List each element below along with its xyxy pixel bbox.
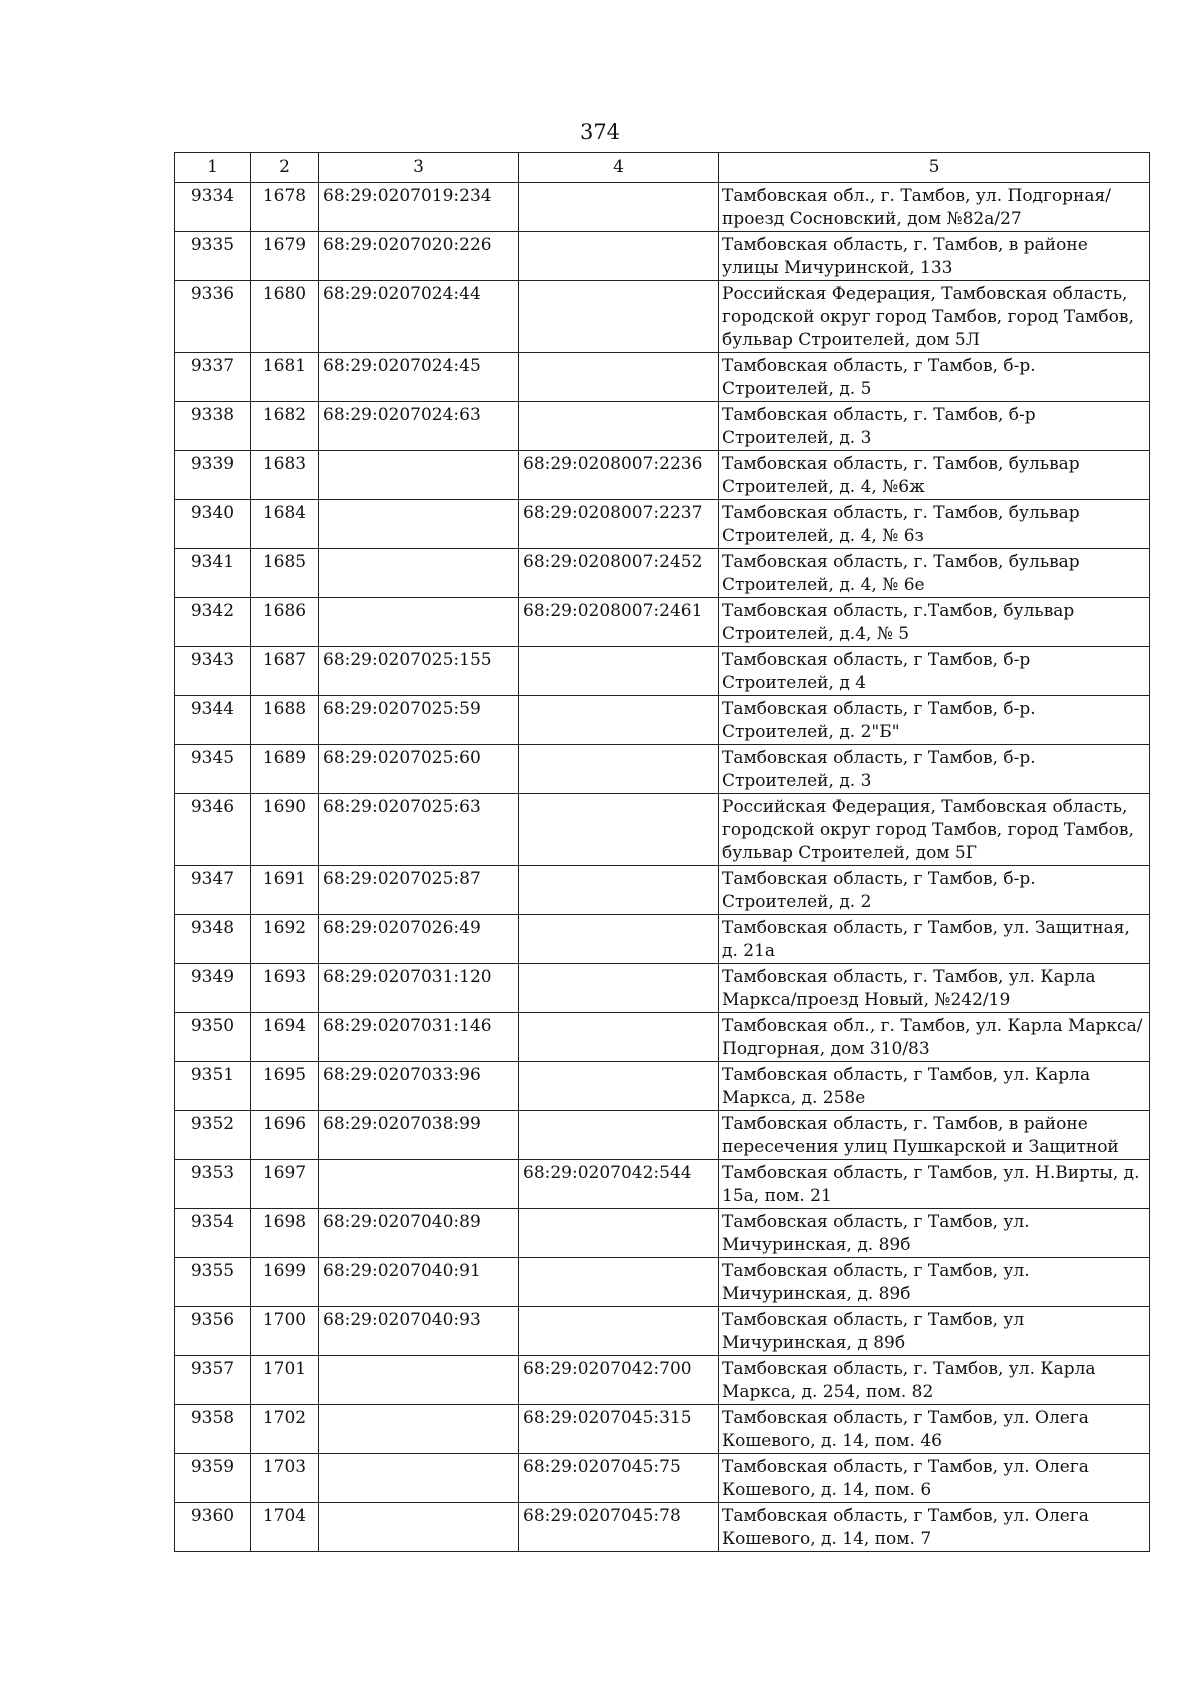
- address-cell: Тамбовская область, г Тамбов, ул. Олега Кошевого, д. 14, пом. 6: [719, 1454, 1150, 1503]
- table-row: [175, 353, 1150, 402]
- address-cell: Тамбовская область, г Тамбов, ул. Мичуринская, д. 89б: [719, 1209, 1150, 1258]
- item-number-cell: 1692: [251, 915, 319, 964]
- table-row: [175, 794, 1150, 866]
- table-row: [175, 500, 1150, 549]
- address-cell: Тамбовская область, г Тамбов, б-р. Строителей, д. 2"Б": [719, 696, 1150, 745]
- row-number-cell: 9356: [175, 1307, 251, 1356]
- row-number-cell: 9336: [175, 281, 251, 353]
- item-number-cell: 1681: [251, 353, 319, 402]
- table-row: [175, 1454, 1150, 1503]
- row-number-cell: 9358: [175, 1405, 251, 1454]
- cadastral-number-land-cell: 68:29:0207033:96: [319, 1062, 519, 1111]
- row-number-cell: 9341: [175, 549, 251, 598]
- item-number-cell: 1688: [251, 696, 319, 745]
- address-cell: Тамбовская область, г Тамбов, б-р. Строителей, д. 2: [719, 866, 1150, 915]
- table-body: [175, 183, 1150, 1552]
- address-cell: Тамбовская область, г Тамбов, ул. Мичуринская, д. 89б: [719, 1258, 1150, 1307]
- table-row: [175, 1209, 1150, 1258]
- item-number-cell: 1694: [251, 1013, 319, 1062]
- address-cell: Тамбовская область, г. Тамбов, бульвар Строителей, д. 4, № 6з: [719, 500, 1150, 549]
- cadastral-number-building-cell: 68:29:0207045:78: [519, 1503, 719, 1552]
- item-number-cell: 1695: [251, 1062, 319, 1111]
- cadastral-number-land-cell: 68:29:0207040:89: [319, 1209, 519, 1258]
- cadastral-number-land-cell: 68:29:0207024:63: [319, 402, 519, 451]
- address-cell: Тамбовская область, г Тамбов, ул. Защитная, д. 21а: [719, 915, 1150, 964]
- cadastral-number-building-cell: [519, 1209, 719, 1258]
- cadastral-number-land-cell: [319, 451, 519, 500]
- cadastral-number-building-cell: [519, 402, 719, 451]
- table-row: [175, 1405, 1150, 1454]
- table-row: [175, 696, 1150, 745]
- table-row: [175, 402, 1150, 451]
- row-number-cell: 9354: [175, 1209, 251, 1258]
- address-cell: Тамбовская область, г. Тамбов, в районе улицы Мичуринской, 133: [719, 232, 1150, 281]
- cadastral-number-building-cell: 68:29:0208007:2236: [519, 451, 719, 500]
- cadastral-number-land-cell: [319, 1160, 519, 1209]
- address-cell: Тамбовская обл., г. Тамбов, ул. Подгорная/проезд Сосновский, дом №82а/27: [719, 183, 1150, 232]
- address-cell: Тамбовская область, г Тамбов, б-р Строителей, д 4: [719, 647, 1150, 696]
- item-number-cell: 1699: [251, 1258, 319, 1307]
- address-cell: Тамбовская область, г. Тамбов, бульвар Строителей, д. 4, №6ж: [719, 451, 1150, 500]
- cadastral-number-land-cell: [319, 1356, 519, 1405]
- cadastral-number-land-cell: 68:29:0207020:226: [319, 232, 519, 281]
- cadastral-number-building-cell: [519, 794, 719, 866]
- table-row: [175, 1111, 1150, 1160]
- column-header-2: 2: [251, 153, 319, 183]
- cadastral-number-building-cell: [519, 1307, 719, 1356]
- address-cell: Тамбовская область, г Тамбов, б-р. Строителей, д. 3: [719, 745, 1150, 794]
- cadastral-number-building-cell: [519, 745, 719, 794]
- cadastral-number-land-cell: 68:29:0207026:49: [319, 915, 519, 964]
- item-number-cell: 1703: [251, 1454, 319, 1503]
- item-number-cell: 1693: [251, 964, 319, 1013]
- item-number-cell: 1704: [251, 1503, 319, 1552]
- row-number-cell: 9335: [175, 232, 251, 281]
- item-number-cell: 1680: [251, 281, 319, 353]
- cadastral-number-building-cell: [519, 915, 719, 964]
- item-number-cell: 1697: [251, 1160, 319, 1209]
- item-number-cell: 1696: [251, 1111, 319, 1160]
- column-header-3: 3: [319, 153, 519, 183]
- cadastral-number-land-cell: 68:29:0207031:146: [319, 1013, 519, 1062]
- row-number-cell: 9350: [175, 1013, 251, 1062]
- row-number-cell: 9357: [175, 1356, 251, 1405]
- item-number-cell: 1702: [251, 1405, 319, 1454]
- cadastral-number-land-cell: [319, 549, 519, 598]
- row-number-cell: 9334: [175, 183, 251, 232]
- cadastral-number-building-cell: [519, 232, 719, 281]
- address-cell: Тамбовская обл., г. Тамбов, ул. Карла Маркса/ Подгорная, дом 310/83: [719, 1013, 1150, 1062]
- table-row: [175, 232, 1150, 281]
- cadastral-number-building-cell: 68:29:0208007:2461: [519, 598, 719, 647]
- column-header-1: 1: [175, 153, 251, 183]
- row-number-cell: 9349: [175, 964, 251, 1013]
- cadastral-number-land-cell: 68:29:0207025:59: [319, 696, 519, 745]
- item-number-cell: 1698: [251, 1209, 319, 1258]
- cadastral-number-land-cell: [319, 1454, 519, 1503]
- address-cell: Тамбовская область, г. Тамбов, в районе пересечения улиц Пушкарской и Защитной: [719, 1111, 1150, 1160]
- cadastral-number-land-cell: 68:29:0207024:45: [319, 353, 519, 402]
- table-row: [175, 451, 1150, 500]
- column-header-4: 4: [519, 153, 719, 183]
- cadastral-number-building-cell: 68:29:0207045:315: [519, 1405, 719, 1454]
- item-number-cell: 1684: [251, 500, 319, 549]
- address-cell: Тамбовская область, г. Тамбов, бульвар Строителей, д. 4, № 6е: [719, 549, 1150, 598]
- item-number-cell: 1700: [251, 1307, 319, 1356]
- cadastral-number-building-cell: [519, 281, 719, 353]
- row-number-cell: 9340: [175, 500, 251, 549]
- table-row: [175, 549, 1150, 598]
- row-number-cell: 9353: [175, 1160, 251, 1209]
- cadastral-number-building-cell: [519, 866, 719, 915]
- cadastral-number-building-cell: 68:29:0207042:544: [519, 1160, 719, 1209]
- column-header-5: 5: [719, 153, 1150, 183]
- cadastral-number-land-cell: [319, 1503, 519, 1552]
- cadastral-number-land-cell: 68:29:0207025:63: [319, 794, 519, 866]
- cadastral-number-building-cell: [519, 353, 719, 402]
- address-cell: Тамбовская область, г Тамбов, ул Мичуринская, д 89б: [719, 1307, 1150, 1356]
- cadastral-number-land-cell: 68:29:0207031:120: [319, 964, 519, 1013]
- item-number-cell: 1687: [251, 647, 319, 696]
- address-cell: Тамбовская область, г Тамбов, ул. Олега Кошевого, д. 14, пом. 46: [719, 1405, 1150, 1454]
- registry-table: [174, 152, 1150, 1552]
- table-row: [175, 1258, 1150, 1307]
- cadastral-number-building-cell: [519, 1013, 719, 1062]
- cadastral-number-building-cell: [519, 964, 719, 1013]
- page-number: 374: [579, 120, 621, 144]
- row-number-cell: 9345: [175, 745, 251, 794]
- table-row: [175, 647, 1150, 696]
- item-number-cell: 1683: [251, 451, 319, 500]
- cadastral-number-land-cell: 68:29:0207040:93: [319, 1307, 519, 1356]
- row-number-cell: 9352: [175, 1111, 251, 1160]
- cadastral-number-land-cell: 68:29:0207025:155: [319, 647, 519, 696]
- row-number-cell: 9344: [175, 696, 251, 745]
- cadastral-number-land-cell: 68:29:0207024:44: [319, 281, 519, 353]
- cadastral-number-building-cell: 68:29:0208007:2237: [519, 500, 719, 549]
- cadastral-number-building-cell: [519, 1258, 719, 1307]
- row-number-cell: 9348: [175, 915, 251, 964]
- address-cell: Российская Федерация, Тамбовская область, городской округ город Тамбов, город Тамбов, бульвар Строителей, дом 5Л: [719, 281, 1150, 353]
- item-number-cell: 1685: [251, 549, 319, 598]
- address-cell: Тамбовская область, г.Тамбов, бульвар Строителей, д.4, № 5: [719, 598, 1150, 647]
- address-cell: Тамбовская область, г Тамбов, ул. Карла Маркса, д. 258е: [719, 1062, 1150, 1111]
- table-row: [175, 1503, 1150, 1552]
- item-number-cell: 1690: [251, 794, 319, 866]
- cadastral-number-building-cell: [519, 1111, 719, 1160]
- item-number-cell: 1679: [251, 232, 319, 281]
- table-row: [175, 1160, 1150, 1209]
- item-number-cell: 1691: [251, 866, 319, 915]
- row-number-cell: 9347: [175, 866, 251, 915]
- cadastral-number-land-cell: 68:29:0207019:234: [319, 183, 519, 232]
- item-number-cell: 1701: [251, 1356, 319, 1405]
- address-cell: Тамбовская область, г. Тамбов, б-р Строителей, д. 3: [719, 402, 1150, 451]
- cadastral-number-land-cell: 68:29:0207025:87: [319, 866, 519, 915]
- row-number-cell: 9343: [175, 647, 251, 696]
- cadastral-number-land-cell: 68:29:0207038:99: [319, 1111, 519, 1160]
- table-row: [175, 1307, 1150, 1356]
- table-row: [175, 281, 1150, 353]
- cadastral-number-land-cell: 68:29:0207040:91: [319, 1258, 519, 1307]
- cadastral-number-land-cell: 68:29:0207025:60: [319, 745, 519, 794]
- row-number-cell: 9339: [175, 451, 251, 500]
- cadastral-number-land-cell: [319, 1405, 519, 1454]
- address-cell: Тамбовская область, г. Тамбов, ул. Карла Маркса, д. 254, пом. 82: [719, 1356, 1150, 1405]
- cadastral-number-building-cell: [519, 696, 719, 745]
- table-row: [175, 1062, 1150, 1111]
- address-cell: Тамбовская область, г Тамбов, ул. Олега Кошевого, д. 14, пом. 7: [719, 1503, 1150, 1552]
- row-number-cell: 9360: [175, 1503, 251, 1552]
- table-row: [175, 866, 1150, 915]
- address-cell: Российская Федерация, Тамбовская область, городской округ город Тамбов, город Тамбов, бульвар Строителей, дом 5Г: [719, 794, 1150, 866]
- table-row: [175, 598, 1150, 647]
- cadastral-number-land-cell: [319, 598, 519, 647]
- item-number-cell: 1678: [251, 183, 319, 232]
- row-number-cell: 9359: [175, 1454, 251, 1503]
- row-number-cell: 9338: [175, 402, 251, 451]
- cadastral-number-land-cell: [319, 500, 519, 549]
- table-row: [175, 1356, 1150, 1405]
- address-cell: Тамбовская область, г Тамбов, ул. Н.Вирты, д. 15а, пом. 21: [719, 1160, 1150, 1209]
- row-number-cell: 9337: [175, 353, 251, 402]
- cadastral-number-building-cell: [519, 647, 719, 696]
- table-row: [175, 915, 1150, 964]
- row-number-cell: 9342: [175, 598, 251, 647]
- table-row: [175, 183, 1150, 232]
- row-number-cell: 9346: [175, 794, 251, 866]
- cadastral-number-building-cell: 68:29:0207045:75: [519, 1454, 719, 1503]
- table-header-row: [175, 153, 1150, 183]
- cadastral-number-building-cell: [519, 183, 719, 232]
- address-cell: Тамбовская область, г. Тамбов, ул. Карла Маркса/проезд Новый, №242/19: [719, 964, 1150, 1013]
- row-number-cell: 9351: [175, 1062, 251, 1111]
- item-number-cell: 1682: [251, 402, 319, 451]
- cadastral-number-building-cell: 68:29:0208007:2452: [519, 549, 719, 598]
- table-row: [175, 1013, 1150, 1062]
- item-number-cell: 1686: [251, 598, 319, 647]
- cadastral-number-building-cell: 68:29:0207042:700: [519, 1356, 719, 1405]
- row-number-cell: 9355: [175, 1258, 251, 1307]
- address-cell: Тамбовская область, г Тамбов, б-р. Строителей, д. 5: [719, 353, 1150, 402]
- table-row: [175, 745, 1150, 794]
- cadastral-number-building-cell: [519, 1062, 719, 1111]
- item-number-cell: 1689: [251, 745, 319, 794]
- table-row: [175, 964, 1150, 1013]
